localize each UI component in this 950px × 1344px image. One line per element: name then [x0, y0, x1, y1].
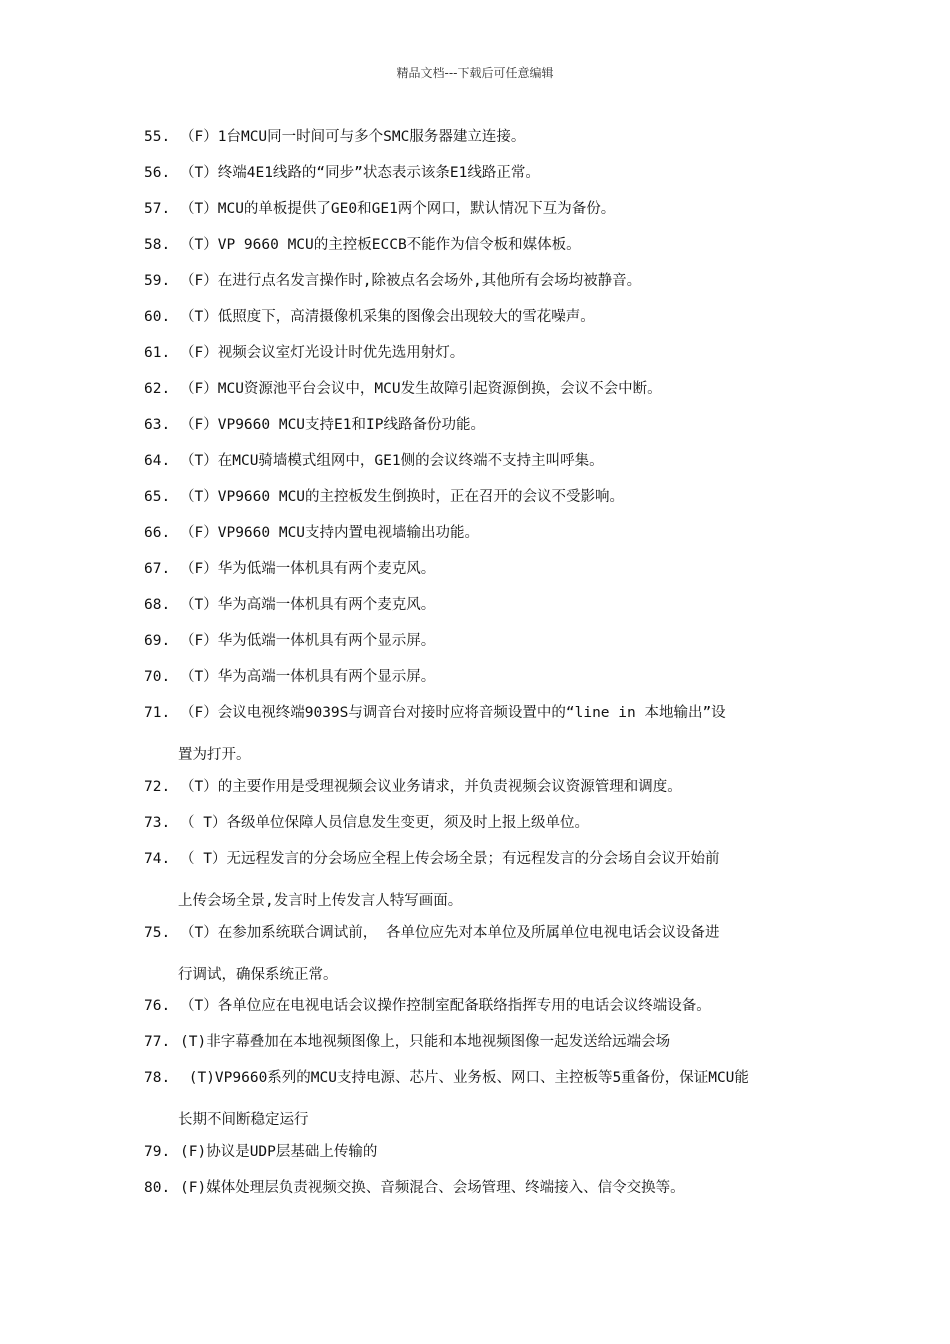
list-item — [144, 234, 824, 256]
item-number: 64. — [144, 453, 171, 469]
item-number: 62. — [144, 381, 171, 397]
item-text: （T）的主要作用是受理视频会议业务请求，并负责视频会议资源管理和调度。 — [180, 778, 682, 795]
item-text: （T）各单位应在电视电话会议操作控制室配备联络指挥专用的电话会议终端设备。 — [180, 998, 711, 1015]
item-number: 57. — [144, 201, 171, 217]
item-text: （F）VP9660 MCU支持内置电视墙输出功能。 — [180, 525, 480, 541]
item-text: (T)非字幕叠加在本地视频图像上，只能和本地视频图像一起发送给远端会场 — [180, 1034, 671, 1051]
item-number: 78. — [144, 1070, 171, 1087]
item-number: 68. — [144, 597, 171, 613]
item-text: （ T）各级单位保障人员信息发生变更，须及时上报上级单位。 — [180, 814, 589, 831]
list-item — [144, 1067, 824, 1089]
item-text: （T）华为高端一体机具有两个麦克风。 — [180, 597, 436, 613]
list-item — [144, 1177, 824, 1199]
item-text: （T）在MCU骑墙模式组网中，GE1侧的会议终端不支持主叫呼集。 — [180, 453, 604, 469]
item-text: （F）华为低端一体机具有两个麦克风。 — [180, 561, 436, 577]
item-number: 71. — [144, 705, 171, 721]
item-text: （F）1台MCU同一时间可与多个SMC服务器建立连接。 — [180, 129, 526, 145]
item-text: （T）MCU的单板提供了GE0和GE1两个网口，默认情况下互为备份。 — [180, 201, 616, 217]
item-text: (T)VP9660系列的MCU支持电源、芯片、业务板、网口、主控板等5重备份，保证MCU能 — [180, 1070, 749, 1087]
item-text: （ T）无远程发言的分会场应全程上传会场全景；有远程发言的分会场自会议开始前 — [180, 850, 720, 867]
list-item — [144, 522, 824, 544]
item-number: 72. — [144, 778, 171, 795]
list-item — [144, 198, 824, 220]
list-item — [144, 776, 824, 798]
list-item — [144, 414, 824, 436]
item-text: (F)协议是UDP层基础上传输的 — [180, 1144, 378, 1161]
item-text: （F）视频会议室灯光设计时优先选用射灯。 — [180, 345, 465, 361]
item-text: （T）VP 9660 MCU的主控板ECCB不能作为信令板和媒体板。 — [180, 237, 581, 253]
item-number: 70. — [144, 669, 171, 685]
list-item — [144, 1031, 824, 1053]
list-item — [144, 630, 824, 652]
list-item — [144, 486, 824, 508]
item-number: 65. — [144, 489, 171, 505]
list-item — [144, 594, 824, 616]
item-continuation: 置为打开。 — [178, 747, 251, 763]
item-number: 74. — [144, 850, 171, 867]
item-number: 67. — [144, 561, 171, 577]
list-item — [144, 848, 824, 870]
item-number: 76. — [144, 998, 171, 1015]
list-item — [144, 126, 824, 148]
list-item — [144, 558, 824, 580]
item-text: （F）在进行点名发言操作时,除被点名会场外,其他所有会场均被静音。 — [180, 273, 642, 289]
item-number: 69. — [144, 633, 171, 649]
list-item — [144, 922, 824, 944]
item-number: 75. — [144, 924, 171, 941]
list-item — [144, 450, 824, 472]
item-number: 79. — [144, 1144, 171, 1161]
item-number: 60. — [144, 309, 171, 325]
list-item — [144, 702, 824, 724]
list-item — [144, 342, 824, 364]
item-number: 77. — [144, 1034, 171, 1051]
item-number: 80. — [144, 1180, 171, 1197]
item-continuation: 行调试，确保系统正常。 — [178, 966, 338, 983]
item-number: 63. — [144, 417, 171, 433]
item-number: 66. — [144, 525, 171, 541]
item-text: （F）VP9660 MCU支持E1和IP线路备份功能。 — [180, 417, 485, 433]
page-header: 精品文档---下载后可任意编辑 — [396, 66, 554, 80]
item-text: （T）低照度下，高清摄像机采集的图像会出现较大的雪花噪声。 — [180, 309, 595, 325]
list-item — [144, 995, 824, 1017]
item-text: （F）会议电视终端9039S与调音台对接时应将音频设置中的“line in 本地输出”设 — [180, 705, 726, 721]
list-item — [144, 162, 824, 184]
item-text: （T）VP9660 MCU的主控板发生倒换时，正在召开的会议不受影响。 — [180, 489, 625, 505]
list-item — [144, 306, 824, 328]
item-text: （F）MCU资源池平台会议中，MCU发生故障引起资源倒换，会议不会中断。 — [180, 381, 662, 397]
item-text: （T）终端4E1线路的“同步”状态表示该条E1线路正常。 — [180, 165, 540, 181]
item-text: （F）华为低端一体机具有两个显示屏。 — [180, 633, 436, 649]
item-text: (F)媒体处理层负责视频交换、音频混合、会场管理、终端接入、信令交换等。 — [180, 1180, 685, 1197]
item-text: （T）在参加系统联合调试前， 各单位应先对本单位及所属单位电视电话会议设备进 — [180, 924, 720, 941]
item-number: 61. — [144, 345, 171, 361]
list-item — [144, 1141, 824, 1163]
list-item — [144, 378, 824, 400]
item-number: 59. — [144, 273, 171, 289]
item-number: 55. — [144, 129, 171, 145]
list-item — [144, 812, 824, 834]
item-continuation: 上传会场全景,发言时上传发言人特写画面。 — [178, 892, 463, 909]
list-item — [144, 270, 824, 292]
list-item — [144, 666, 824, 688]
item-number: 58. — [144, 237, 171, 253]
item-text: （T）华为高端一体机具有两个显示屏。 — [180, 669, 436, 685]
item-continuation: 长期不间断稳定运行 — [178, 1112, 309, 1129]
item-number: 56. — [144, 165, 171, 181]
item-number: 73. — [144, 814, 171, 831]
